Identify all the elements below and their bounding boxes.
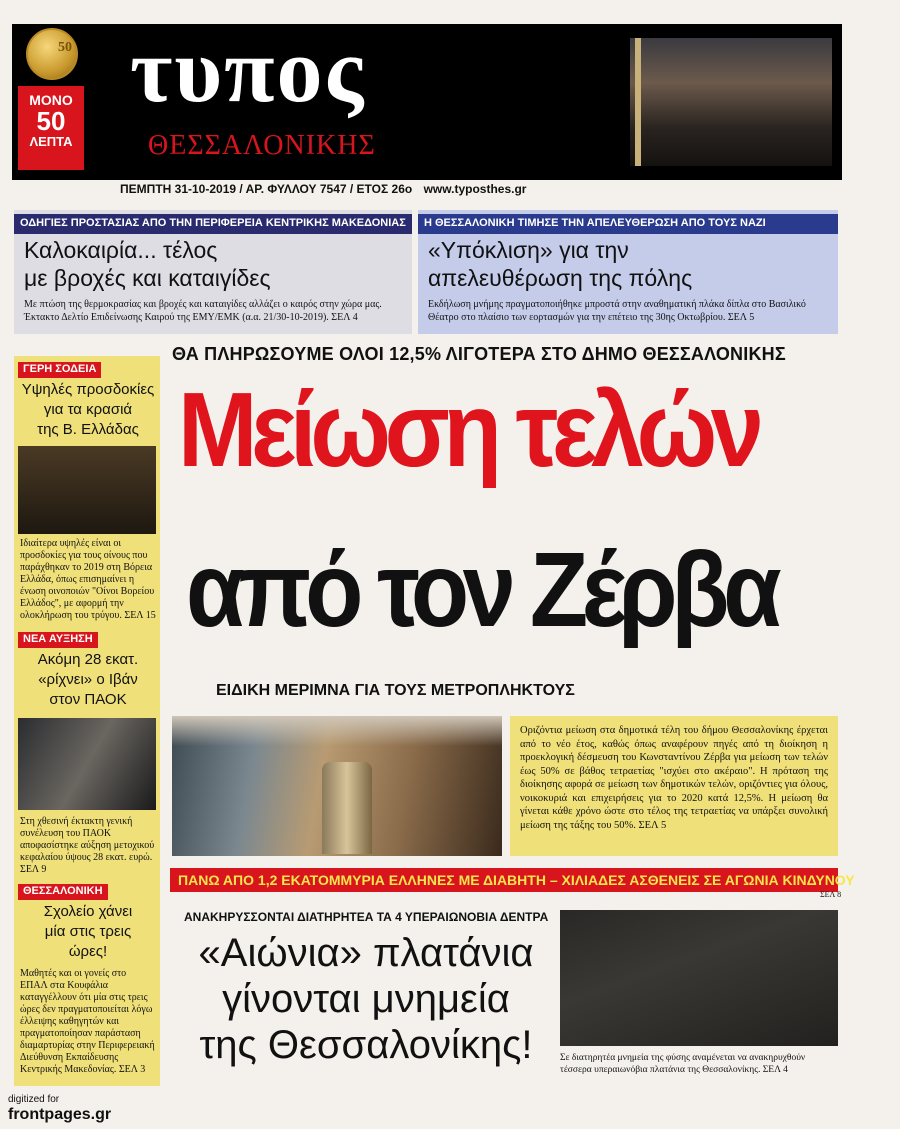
frontpages-link[interactable]: frontpages.gr: [8, 1106, 112, 1123]
story-headline-wine[interactable]: Υψηλές προσδοκίες για τα κρασιά της Β. Ελλάδας: [21, 381, 155, 438]
story-liberation[interactable]: [418, 210, 838, 334]
main-headline-line1[interactable]: Μείωση τελών: [178, 371, 758, 489]
story-headline: Καλοκαιρία... τέλος με βροχές και καταιγίδες: [24, 237, 271, 291]
banner-page-ref: ΣΕΛ 8: [820, 890, 842, 899]
paok-photo: [18, 718, 156, 810]
white-tower-shape: [322, 762, 372, 854]
story-text: Ιδιαίτερα υψηλές είναι οι προσδοκίες για τους οίνους που παράχθηκαν το 2019 στη Βόρεια Ελλάδα, όπως επισημαίνει η ένωση οινοποιών "Οίνοι Βορείου Ελλάδος", με αφορμή την ολοκλήρωση του τρύγου. ΣΕΛ 15: [20, 538, 156, 621]
masthead-photo: [630, 38, 832, 166]
coin-value: 50: [58, 40, 72, 55]
issue-info: ΠΕΜΠΤΗ 31-10-2019 / ΑΡ. ΦΥΛΛΟΥ 7547 / ΕΤΟΣ 26ο: [120, 182, 413, 196]
trees-caption: Σε διατηρητέα μνημεία της φύσης αναμένεται να ανακηρυχθούν τέσσερα υπεραιωνόβια πλατάνια της Θεσσαλονίκης. ΣΕΛ 4: [560, 1053, 806, 1075]
story-kicker: ΓΕΡΗ ΣΟΔΕΙΑ: [18, 362, 101, 378]
story-text: Με πτώση της θερμοκρασίας και βροχές και καταιγίδες αλλάζει ο καιρός στην χώρα μας. Έκτακτο Δελτίο Επιδείνωσης Καιρού της ΕΜΥ/ΕΜΚ (α.α. 21/30-10-2019). ΣΕΛ 4: [24, 299, 382, 323]
main-story-text: Οριζόντια μείωση στα δημοτικά τέλη του δήμου Θεσσαλονίκης έρχεται από το νέο έτος, καθώς όπως αναφέρουν πηγές από τη διοίκηση η προεκλογική δέσμευση του Κωνσταντίνου Ζέρβα για μείωση των τελών έως 50% σε βάθος τετραετίας "ισχύει στο ακέραιο". Η πρόταση της διοίκησης αφορά σε μείωση των δημοτικών τελών, οριζόντιες για όλους, νοικοκυριά και επιχειρήσεις για το 2020 κατά 12,5%. Η μείωση θα γίνεται κάθε χρόνο ώστε στο τέλος της τετραετίας να υπάρξει συνολική μείωση της τάξης του 50%. ΣΕΛ 5: [510, 716, 838, 856]
plane-trees-photo: [560, 910, 838, 1046]
story-headline-school[interactable]: Σχολείο χάνει μία στις τρεις ώρες!: [43, 903, 133, 960]
wine-photo: [18, 446, 156, 534]
main-headline-line2[interactable]: από τον Ζέρβα: [186, 531, 776, 649]
trees-headline[interactable]: «Αιώνια» πλατάνια γίνονται μνημεία της Θεσσαλονίκης!: [198, 931, 534, 1067]
story-kicker: ΘΕΣΣΑΛΟΝΙΚΗ: [18, 884, 108, 900]
story-kicker: ΝΕΑ ΑΥΞΗΣΗ: [18, 632, 98, 648]
newspaper-logo: τυπος: [130, 19, 366, 121]
story-headline: «Υπόκλιση» για την απελευθέρωση της πόλης: [428, 237, 693, 291]
story-headline-paok[interactable]: Ακόμη 28 εκατ. «ρίχνει» ο Ιβάν στον ΠΑΟΚ: [37, 651, 139, 708]
story-text: Στη χθεσινή έκτακτη γενική συνέλευση του ΠΑΟΚ αποφασίστηκε αύξηση μετοχικού κεφαλαίου ύψους 28 εκατ. ευρώ. ΣΕΛ 9: [20, 816, 155, 875]
diabetes-banner[interactable]: ΠΑΝΩ ΑΠΟ 1,2 ΕΚΑΤΟΜΜΥΡΙΑ ΕΛΛΗΝΕΣ ΜΕ ΔΙΑΒΗΤΗ – ΧΙΛΙΑΔΕΣ ΑΣΘΕΝΕΙΣ ΣΕ ΑΓΩΝΙΑ ΚΙΝΔΥΝΟΥ: [170, 868, 838, 892]
newspaper-logo-sub: ΘΕΣΣΑΛΟΝΙΚΗΣ: [148, 130, 376, 161]
trees-kicker: ΑΝΑΚΗΡΥΣΣΟΝΤΑΙ ΔΙΑΤΗΡΗΤΕΑ ΤΑ 4 ΥΠΕΡΑΙΩΝΟΒΙΑ ΔΕΝΤΡΑ: [184, 910, 549, 924]
price-line2: 50: [36, 106, 66, 136]
story-weather[interactable]: [14, 210, 412, 334]
price-line1: ΜΟΝΟ: [29, 92, 73, 108]
price-box: [18, 86, 84, 170]
digitized-label: digitized for: [8, 1094, 60, 1105]
dateline: [120, 182, 526, 196]
left-column: [14, 356, 160, 1086]
story-kicker: Η ΘΕΣΣΑΛΟΝΙΚΗ ΤΙΜΗΣΕ ΤΗΝ ΑΠΕΛΕΥΘΕΡΩΣΗ ΑΠΟ ΤΟΥΣ ΝΑΖΙ: [418, 214, 838, 234]
website-link[interactable]: www.typosthes.gr: [423, 182, 527, 196]
main-supra-headline: ΘΑ ΠΛΗΡΩΣΟΥΜΕ ΟΛΟΙ 12,5% ΛΙΓΟΤΕΡΑ ΣΤΟ ΔΗΜΟ ΘΕΣΣΑΛΟΝΙΚΗΣ: [172, 344, 786, 364]
main-subhead: ΕΙΔΙΚΗ ΜΕΡΙΜΝΑ ΓΙΑ ΤΟΥΣ ΜΕΤΡΟΠΛΗΚΤΟΥΣ: [216, 682, 575, 699]
price-line3: ΛΕΠΤΑ: [29, 134, 73, 149]
story-text: Μαθητές και οι γονείς στο ΕΠΑΛ στα Κουφάλια καταγγέλλουν ότι μία στις τρεις ώρες δεν πραγματοποιείται λόγω έλλειψης καθηγητών και πραγματοποίησαν παράσταση διαμαρτυρίας στην Περιφερειακή Διεύθυνση Εκπαίδευσης Κεντρικής Μακεδονίας. ΣΕΛ 3: [20, 968, 155, 1075]
story-text: Εκδήλωση μνήμης πραγματοποιήθηκε μπροστά στην αναθηματική πλάκα δίπλα στο Βασιλικό Θέατρο στο πλαίσιο των εορτασμών για την επέτειο της 30ης Οκτωβρίου. ΣΕΛ 5: [428, 299, 806, 323]
story-kicker: ΟΔΗΓΙΕΣ ΠΡΟΣΤΑΣΙΑΣ ΑΠΟ ΤΗΝ ΠΕΡΙΦΕΡΕΙΑ ΚΕΝΤΡΙΚΗΣ ΜΑΚΕΔΟΝΙΑΣ: [14, 214, 412, 234]
